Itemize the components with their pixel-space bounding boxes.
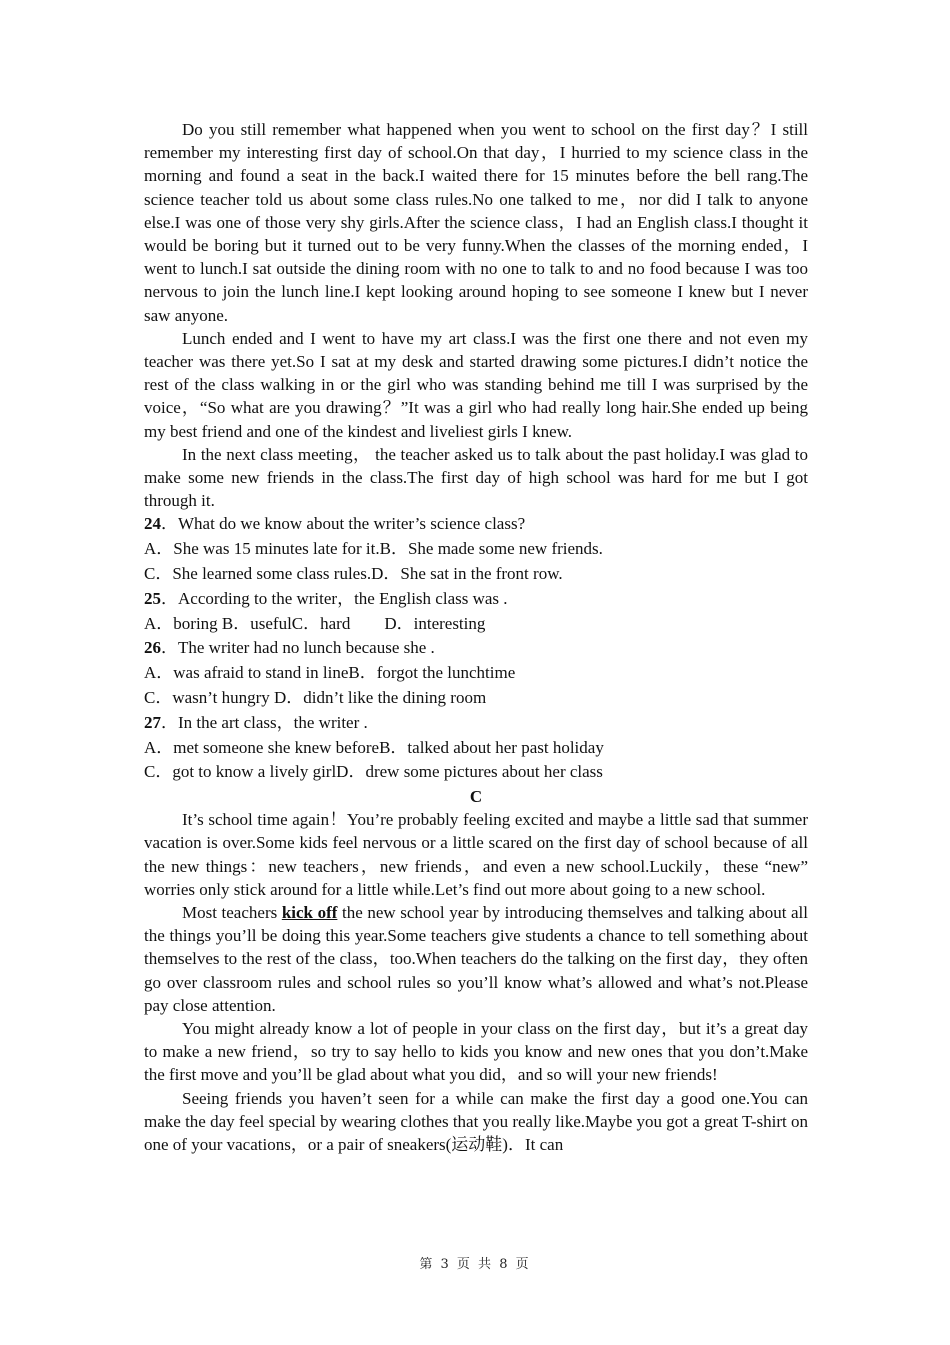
- question-number: 26: [144, 638, 161, 658]
- question-options: A．was afraid to stand in lineB．forgot the lunchtime: [144, 663, 516, 683]
- question-stem: ．The writer had no lunch because she .: [161, 638, 435, 658]
- passage-c-paragraph-3: You might already know a lot of people in your class on the first day，but it’s a great day to make a new friend，so try to say hello to kids you know and new ones that you don’t.Make the first move and you’ll be glad about what you did，and so will your new friends!: [144, 1019, 808, 1085]
- question-27: [144, 711, 808, 785]
- question-options: C．wasn’t hungry D．didn’t like the dining room: [144, 688, 487, 708]
- underlined-phrase: kick off: [281, 903, 338, 923]
- question-stem: ．What do we know about the writer’s science class?: [161, 514, 526, 534]
- question-options: C．She learned some class rules.D．She sat in the front row.: [144, 564, 563, 584]
- question-number: 25: [144, 588, 161, 608]
- passage-b-paragraph-2: Lunch ended and I went to have my art class.I was the first one there and not even my teacher was there yet.So I sat at my desk and started drawing some pictures.I didn’t notice the rest of the class walking in or the girl who was standing behind me till I was surprised by the voice，“So what are you drawing？”It was a girl who had really long hair.She ended up being my best friend and one of the kindest and liveliest girls I knew.: [144, 328, 808, 441]
- passage-c-paragraph-2: [144, 901, 808, 1017]
- passage-b-paragraph-1: Do you still remember what happened when you went to school on the first day？I still remember my interesting first day of school.On that day，I hurried to my science class in the morning and found a seat in the back.I waited there for 15 minutes before the bell rang.The science teacher told us about some class rules.No one talked to me，nor did I talk to anyone else.I was one of those very shy girls.After the science class，I had an English class.I thought it would be boring but it turned out to be very funny.When the classes of the morning ended，I went to lunch.I sat outside the dining room with no one to talk to and no food because I was too nervous to join the lunch line.I kept looking around hoping to see someone I knew but I never saw anyone.: [144, 120, 808, 325]
- question-stem: ．According to the writer，the English class was .: [161, 588, 508, 608]
- question-25: [144, 587, 808, 637]
- question-options: A．boring B．usefulC．hard D．interesting: [144, 613, 486, 633]
- question-number: 24: [144, 514, 161, 534]
- question-options: C．got to know a lively girlD．drew some pictures about her class: [144, 762, 603, 782]
- paragraph-text: Most teachers: [182, 903, 282, 923]
- question-26: [144, 636, 808, 710]
- passage-b-paragraph-3: In the next class meeting， the teacher asked us to talk about the past holiday.I was glad to make some new friends in the class.The first day of high school was hard for me but I got through it.: [144, 444, 808, 511]
- section-heading: C: [469, 787, 483, 807]
- question-options: A．met someone she knew beforeB．talked about her past holiday: [144, 737, 604, 757]
- passage-c-paragraph-1: It’s school time again！You’re probably feeling excited and maybe a little sad that summer vacation is over.Some kids feel nervous or a little scared on the first day of school because of all the new things：new teachers，new friends，and even a new school.Luckily，these “new” worries only stick around for a little while.Let’s find out more about going to a new school.: [144, 810, 808, 899]
- document-page: [144, 118, 808, 1156]
- question-options: A．She was 15 minutes late for it.B．She made some new friends.: [144, 539, 603, 559]
- question-number: 27: [144, 712, 161, 732]
- question-stem: ．In the art class，the writer .: [161, 712, 368, 732]
- passage-c-paragraph-4: Seeing friends you haven’t seen for a while can make the first day a good one.You can make the day feel special by wearing clothes that you really like.Maybe you got a great T-shirt on one of your vacations，or a pair of sneakers(运动鞋)．It can: [144, 1088, 808, 1155]
- question-24: [144, 512, 808, 586]
- page-footer: 第 3 页 共 8 页: [419, 1257, 531, 1272]
- paragraph-text: the new school year by introducing themselves and talking about all the things you’ll be doing this year.Some teachers give students a chance to tell something about themselves to the rest of the class，too.When teachers do the talking on the first day，they often go over classroom rules and school rules so you’ll know what’s allowed and what’s not.Please pay close attention.: [144, 903, 808, 1015]
